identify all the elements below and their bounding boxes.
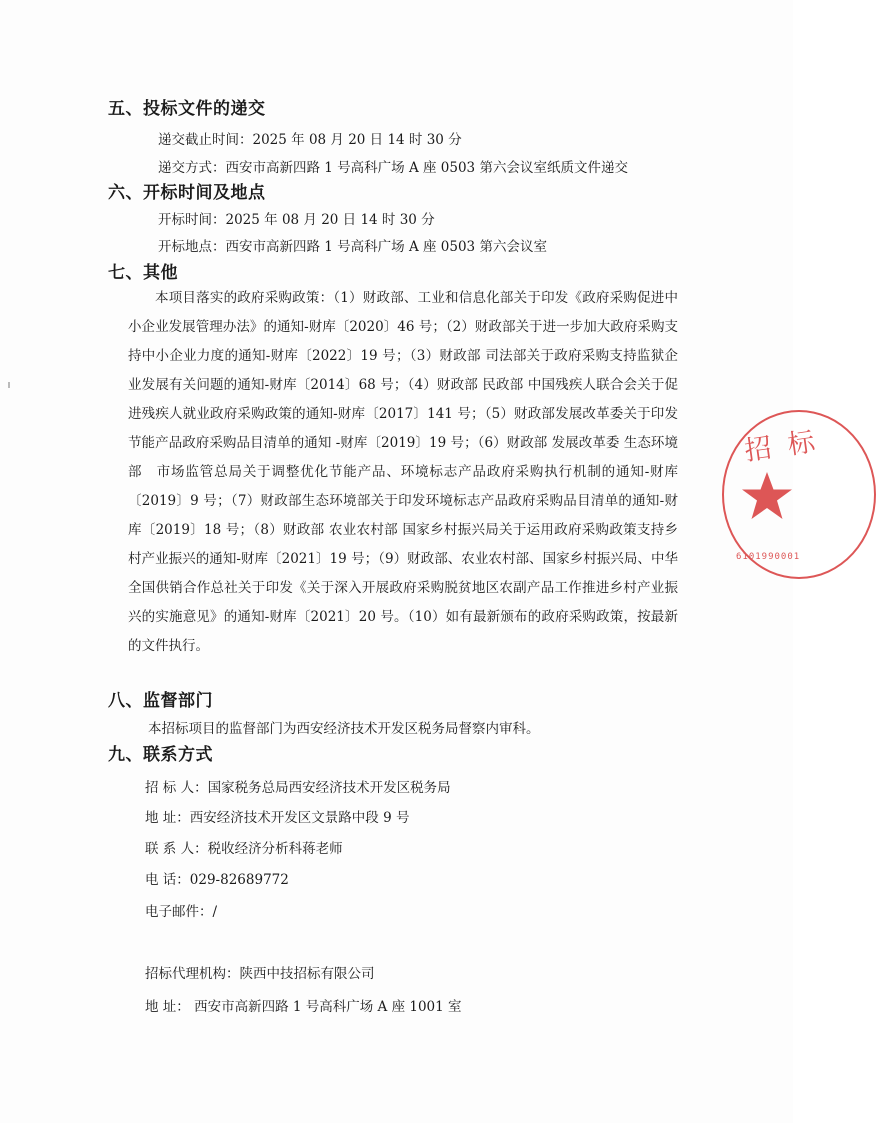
- seal-number: 6101990001: [736, 552, 801, 562]
- phone-line: 电 话：029-82689772: [145, 872, 289, 888]
- section-8-title: 八、监督部门: [108, 691, 213, 711]
- submission-deadline: 递交截止时间：2025 年 08 月 20 日 14 时 30 分: [158, 132, 462, 148]
- seal-star-icon: [740, 470, 794, 522]
- email-line: 电子邮件：/: [145, 904, 218, 920]
- tenderer-line: 招 标 人：国家税务总局西安经济技术开发区税务局: [145, 780, 451, 796]
- supervision-text: 本招标项目的监督部门为西安经济技术开发区税务局督察内审科。: [148, 721, 540, 737]
- margin-mark: [8, 382, 10, 388]
- section-5-title: 五、投标文件的递交: [108, 99, 266, 119]
- agency-line: 招标代理机构：陕西中技招标有限公司: [145, 966, 375, 982]
- opening-time: 开标时间：2025 年 08 月 20 日 14 时 30 分: [158, 212, 435, 228]
- seal-text: 招 标: [742, 425, 821, 468]
- submission-method: 递交方式：西安市高新四路 1 号高科广场 A 座 0503 第六会议室纸质文件递交: [158, 160, 628, 176]
- contact-person-line: 联 系 人：税收经济分析科蒋老师: [145, 841, 343, 857]
- agency-address-line: 地 址： 西安市高新四路 1 号高科广场 A 座 1001 室: [145, 999, 462, 1015]
- tenderer-address-line: 地 址：西安经济技术开发区文景路中段 9 号: [145, 810, 410, 826]
- section-9-title: 九、联系方式: [108, 745, 213, 765]
- opening-place: 开标地点：西安市高新四路 1 号高科广场 A 座 0503 第六会议室: [158, 239, 547, 255]
- company-seal: [722, 410, 876, 579]
- section-7-title: 七、其他: [108, 263, 178, 283]
- section-6-title: 六、开标时间及地点: [108, 183, 266, 203]
- procurement-policy-paragraph: 本项目落实的政府采购政策：（1）财政部、工业和信息化部关于印发《政府采购促进中小企业发展管理办法》的通知-财库〔2020〕46 号；（2）财政部关于进一步加大政府采购支持中小企业力度的通知-财库〔2022〕19 号；（3）财政部 司法部关于政府采购支持监狱企业发展有关问题的通知-财库〔2014〕68 号；（4）财政部 民政部 中国残疾人联合会关于促进残疾人就业政府采购政策的通知-财库〔2017〕141 号；（5）财政部发展改革委关于印发节能产品政府采购品目清单的通知 -财库〔2019〕19 号；（6）财政部 发展改革委 生态环境部 市场监管总局关于调整优化节能产品、环境标志产品政府采购执行机制的通知-财库〔2019〕9 号；（7）财政部生态环境部关于印发环境标志产品政府采购品目清单的通知-财库〔2019〕18 号；（8）财政部 农业农村部 国家乡村振兴局关于运用政府采购政策支持乡村产业振兴的通知-财库〔2021〕19 号；（9）财政部、农业农村部、国家乡村振兴局、中华全国供销合作总社关于印发《关于深入开展政府采购脱贫地区农副产品工作推进乡村产业振兴的实施意见》的通知-财库〔2021〕20 号。（10）如有最新颁布的政府采购政策，按最新的文件执行。: [128, 290, 678, 654]
